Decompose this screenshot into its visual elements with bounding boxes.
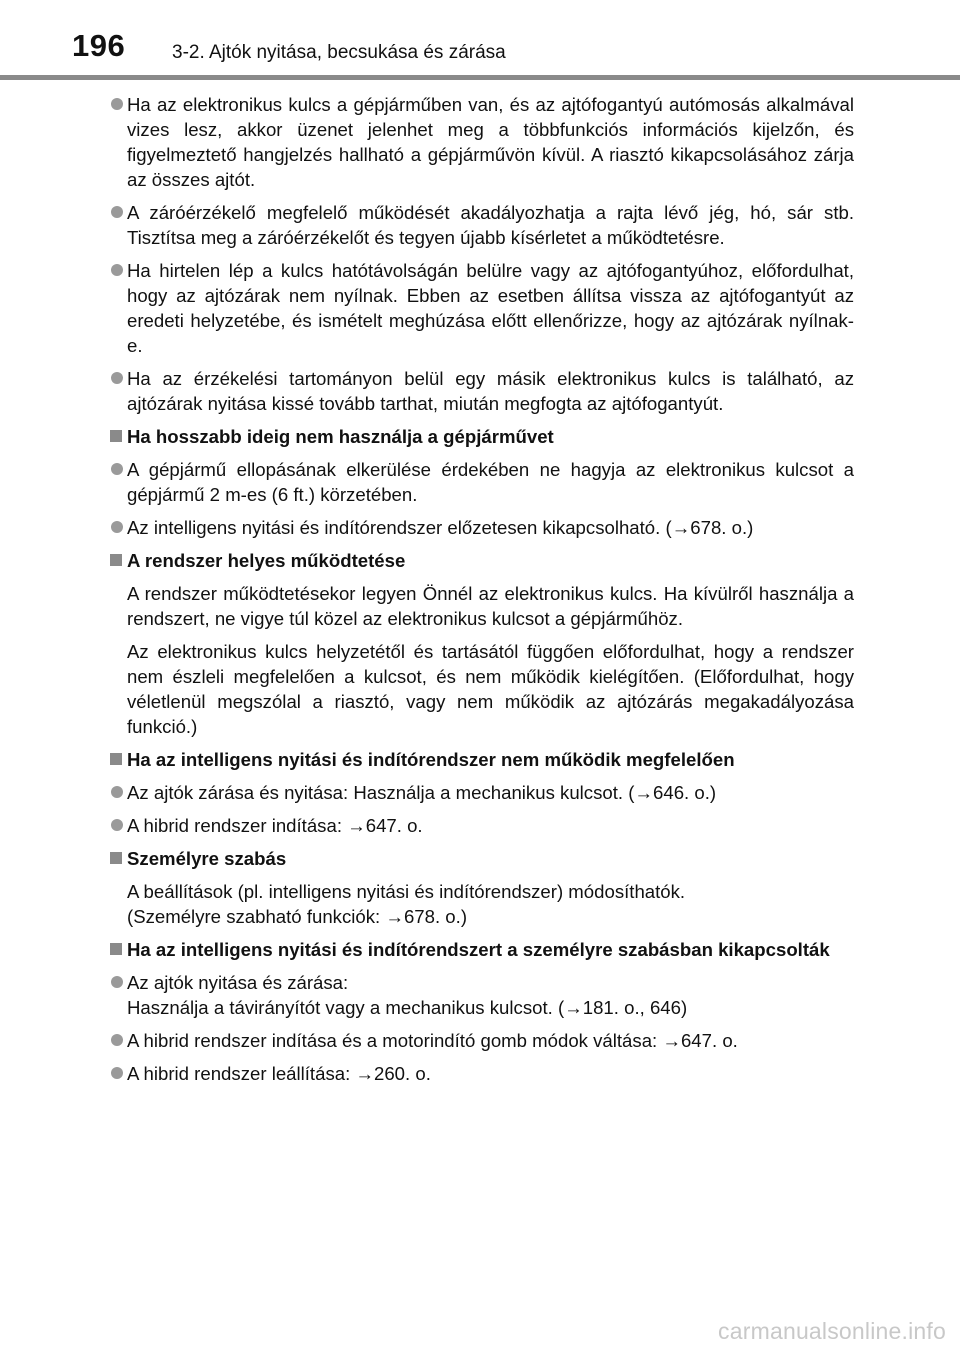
bullet-item [108,813,854,838]
bullet-item [108,258,854,358]
section-square-icon [110,753,122,765]
bullet-item [108,1061,854,1086]
text-line: (Személyre szabható funkciók: →678. o.) [127,906,468,927]
block-text: Ha az intelligens nyitási és indítórendszert a személyre szabásban kikapcsolták [127,939,830,960]
section-square-icon [110,430,122,442]
bullet-dot-icon [111,372,123,384]
section-square-icon [110,554,122,566]
bullet-dot-icon [111,1067,123,1079]
bullet-dot-icon [111,786,123,798]
text-line: Használja a távirányítót vagy a mechanikus kulcsot. (→181. o., 646) [127,997,688,1018]
block-text: A hibrid rendszer leállítása: →260. o. [127,1063,431,1084]
section-heading [108,747,854,772]
bullet-dot-icon [111,819,123,831]
block-text: Ha az elektronikus kulcs a gépjárműben van, és az ajtófogantyú autómosás alkalmával vizes lesz, akkor üzenet jelenhet meg a többfunkciós információs kijelzőn, és figyelmeztető hangjelzés hallható a gépjárművön kívül. A riasztó kikapcsolásához zárja az összes ajtót. [127,94,854,190]
paragraph [108,581,854,631]
block-text: Személyre szabás [127,848,287,869]
bullet-dot-icon [111,976,123,988]
bullet-item [108,1028,854,1053]
block-text: A rendszer helyes működtetése [127,550,406,571]
block-text: Az intelligens nyitási és indítórendszer előzetesen kikapcsolható. (→678. o.) [127,517,754,538]
bullet-dot-icon [111,1034,123,1046]
text-line: Az ajtók nyitása és zárása: [127,972,349,993]
text-line: A beállítások (pl. intelligens nyitási és indítórendszer) módosíthatók. [127,881,686,902]
block-text: Az elektronikus kulcs helyzetétől és tartásától függően előfordulhat, hogy a rendszer nem észleli megfelelően a kulcsot, és nem működik kielégítően. (Előfordulhat, hogy véletlenül megszólal a riasztó, vagy nem működik az ajtózárás megakadályozása funkció.) [127,641,854,737]
block-text: A hibrid rendszer indítása: →647. o. [127,815,423,836]
chapter-title: 3-2. Ajtók nyitása, becsukása és zárása [172,42,506,63]
bullet-item [108,366,854,416]
section-heading [108,548,854,573]
block-text: A záróérzékelő megfelelő működését akadályozhatja a rajta lévő jég, hó, sár stb. Tisztítsa meg a záróérzékelőt és tegyen újabb kísérletet a működtetésre. [127,202,854,248]
bullet-item [108,515,854,540]
bullet-dot-icon [111,206,123,218]
block-text: A gépjármű ellopásának elkerülése érdekében ne hagyja az elektronikus kulcsot a gépjármű 2 m-es (6 ft.) körzetében. [127,459,854,505]
bullet-dot-icon [111,521,123,533]
bullet-dot-icon [111,264,123,276]
block-text: Ha az érzékelési tartományon belül egy másik elektronikus kulcs is található, az ajtózárak nyitása kissé tovább tarthat, miután megfogta az ajtófogantyút. [127,368,854,414]
paragraph [108,879,854,929]
block-text: Ha az intelligens nyitási és indítórendszer nem működik megfelelően [127,749,735,770]
paragraph [108,639,854,739]
header-rule [0,75,960,80]
page-number: 196 [72,28,126,63]
watermark: carmanualsonline.info [718,1318,946,1344]
bullet-item [108,92,854,192]
section-heading [108,846,854,871]
bullet-item [108,970,854,1020]
block-text: A hibrid rendszer indítása és a motorindító gomb módok váltása: →647. o. [127,1030,738,1051]
block-text: Az ajtók zárása és nyitása: Használja a mechanikus kulcsot. (→646. o.) [127,782,717,803]
block-text: Ha hosszabb ideig nem használja a gépjárművet [127,426,554,447]
bullet-dot-icon [111,463,123,475]
bullet-item [108,200,854,250]
section-heading [108,424,854,449]
section-square-icon [110,852,122,864]
section-square-icon [110,943,122,955]
section-heading [108,937,854,962]
block-text: A rendszer működtetésekor legyen Önnél az elektronikus kulcs. Ha kívülről használja a rendszert, ne vigye túl közel az elektronikus kulcsot a gépjárműhöz. [127,583,854,629]
bullet-dot-icon [111,98,123,110]
page-content [108,92,854,1094]
bullet-item [108,780,854,805]
bullet-item [108,457,854,507]
block-text: Ha hirtelen lép a kulcs hatótávolságán belülre vagy az ajtófogantyúhoz, előfordulhat, hogy az ajtózárak nem nyílnak. Ebben az esetben állítsa vissza az ajtófogantyút az eredeti helyzetébe, és ismételt meghúzása előtt ellenőrizze, hogy az ajtózárak nyílnak-e. [127,260,854,356]
